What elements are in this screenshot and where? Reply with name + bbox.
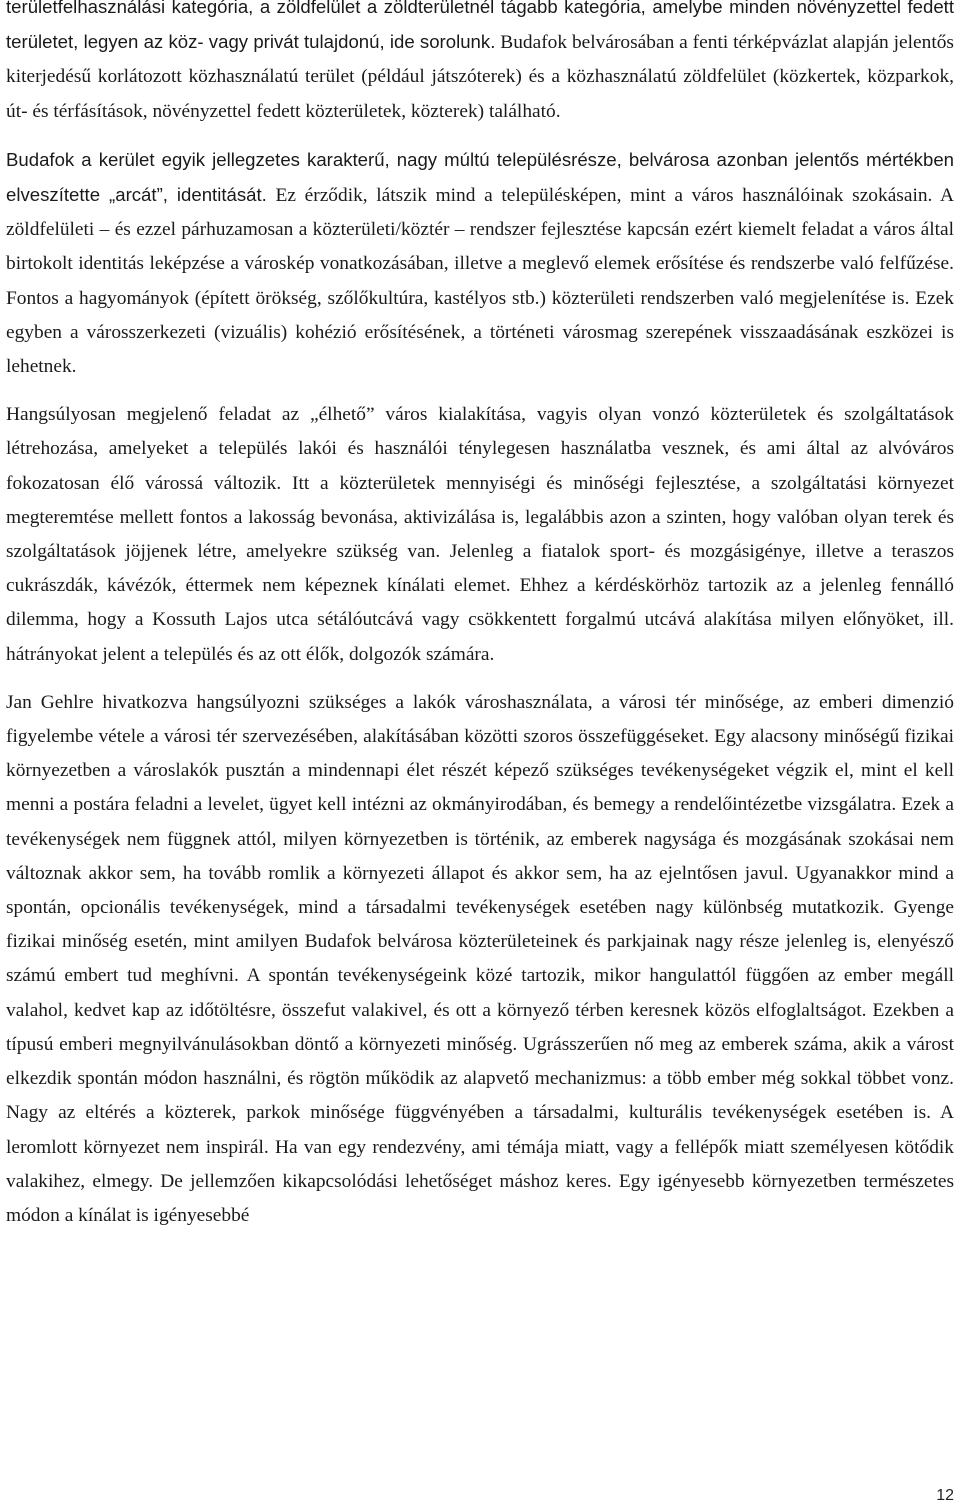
paragraph-text: területfelhasználási kategória, a zöldfelület a zöldterületnél tágabb kategória, amelybe minden növényzettel fedett területet, legyen az köz- vagy privát tulajdonú, ide sorolunk. bbox=[6, 0, 954, 53]
paragraph bbox=[6, 143, 954, 384]
paragraph-text: Ez érződik, látszik mind a településképen, mint a város használóinak szokásain. A zöldfelületi – és ezzel párhuzamosan a közterületi/köztér – rendszer fejlesztése kapcsán ezért kiemelt feladat a város által birtokolt identitás leképzése a városkép vonatkozásában, illetve a meglevő elemek erősítése és rendszerbe való felfűzése. Fontos a hagyományok (épített örökség, szőlőkultúra, kastélyos stb.) közterületi rendszerben való megjelenítése is. Ezek egyben a városszerkezeti (vizuális) kohézió erősítésének, a történeti városmag szerepének visszaadásának eszközei is lehetnek. bbox=[6, 185, 954, 378]
paragraph-text: Budafok a kerület egyik jellegzetes karakterű, nagy múltú településrésze, belvárosa azonban jelentős mértékben elveszítette „arcát”, identitását. bbox=[6, 148, 954, 206]
paragraph: Jan Gehlre hivatkozva hangsúlyozni szükséges a lakók városhasználata, a városi tér minősége, az emberi dimenzió figyelembe vétele a városi tér szervezésében, alakításában közötti szoros összefüggéseket. Egy alacsony minőségű fizikai környezetben a városlakók pusztán a mindennapi élet részét képező szükséges tevékenységeket végzik el, mint el kell menni a postára feladni a levelet, ügyet kell intézni az okmányirodában, és bemegy a rendelőintézetbe vizsgálatra. Ezek a tevékenységek nem függnek attól, milyen környezetben is történik, az emberek nagysága és mozgásának szokásai nem változnak akkor sem, ha tovább romlik a környezeti állapot és akkor sem, ha az ejelntősen javul. Ugyanakkor mind a spontán, opcionális tevékenységek, mind a társadalmi tevékenységek esetében nagy különbség mutatkozik. Gyenge fizikai minőség esetén, mint amilyen Budafok belvárosa közterületeinek és parkjainak nagy része jelenleg is, elenyésző számú embert tud meghívni. A spontán tevékenységeink közé tartozik, mikor hangulattól függően az ember megáll valahol, kedvet kap az időtöltésre, összefut valakivel, és ott a környező térben keresnek közös elfoglaltságot. Ezekben a típusú emberi megnyilvánulásokban döntő a környezeti minőség. Ugrásszerűen nő meg az emberek száma, akik a várost elkezdik spontán módon használni, és rögtön működik az alapvető mechanizmus: a több ember még sokkal többet vonz. Nagy az eltérés a közterek, parkok minősége függvényében a társadalmi, kulturális tevékenységek esetében is. A leromlott környezet nem inspirál. Ha van egy rendezvény, ami témája miatt, vagy a fellépők miatt személyesen kötődik valakihez, elmegy. De jellemzően kikapcsolódási lehetőséget máshoz keres. Egy igényesebb környezetben természetes módon a kínálat is igényesebbé bbox=[6, 691, 954, 1226]
paragraph: Hangsúlyosan megjelenő feladat az „élhető” város kialakítása, vagyis olyan vonzó közterületek és szolgáltatások létrehozása, amelyeket a település lakói és használói ténylegesen használatba vesznek, és ami által az alvóváros fokozatosan élő várossá változik. Itt a közterületek mennyiségi és minőségi fejlesztése, a szolgáltatási környezet megteremtése mellett fontos a lakosság bevonása, aktivizálása is, legalábbis azon a szinten, hogy valóban olyan terek és szolgáltatások jöjjenek létre, amelyekre szükség van. Jelenleg a fiatalok sport- és mozgásigénye, illetve a teraszos cukrászdák, kávézók, éttermek nem képeznek kínálati elemet. Ehhez a kérdéskörhöz tartozik az a jelenleg fennálló dilemma, hogy a Kossuth Lajos utca sétálóutcává vagy csökkentett forgalmú utcává alakítása milyen előnyöket, ill. hátrányokat jelent a település és az ott élők, dolgozók számára. bbox=[6, 404, 954, 665]
page-number: 12 bbox=[936, 1487, 954, 1504]
document-page bbox=[6, 0, 954, 1233]
paragraph bbox=[6, 0, 954, 129]
paragraph-text: Budafok belvárosában a fenti térképvázlat alapján jelentős kiterjedésű korlátozott közhasználatú terület (például játszóterek) és a közhasználatú zöldfelület (közkertek, közparkok, út- és térfásítások, növényzettel fedett közterületek, közterek) található. bbox=[6, 32, 954, 122]
